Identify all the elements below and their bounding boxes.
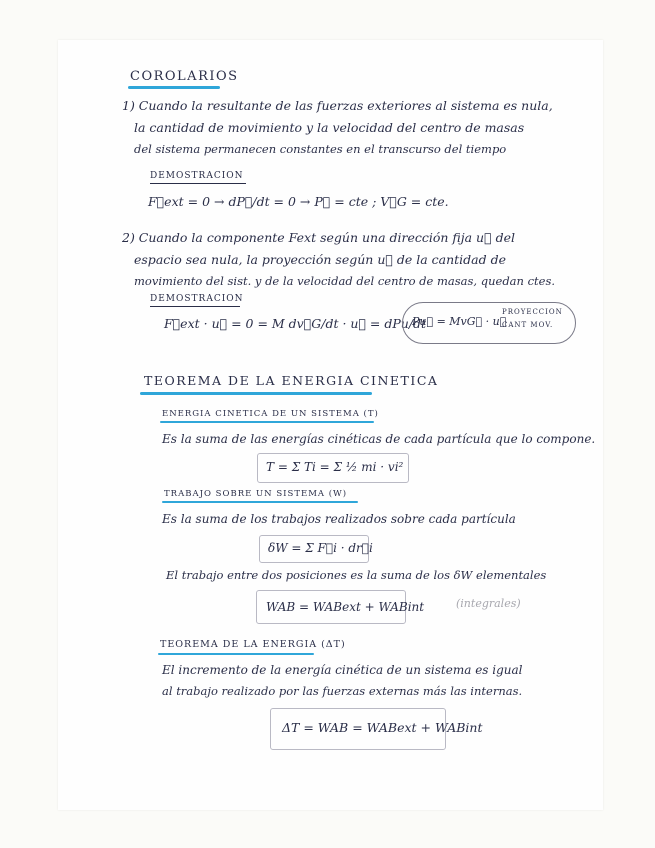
energy-theorem-line-2: al trabajo realizado por las fuerzas externas más las internas. [162, 684, 523, 698]
kinetic-energy-text: Es la suma de las energías cinéticas de cada partícula que lo compone. [162, 432, 596, 446]
demo-2-underline [150, 306, 240, 307]
corolario-2-line-3: movimiento del sist. y de la velocidad del centro de masas, quedan ctes. [134, 274, 556, 288]
teorema-underline [140, 392, 372, 395]
demo-1-label: DEMOSTRACION [150, 171, 244, 181]
work-text-2: El trabajo entre dos posiciones es la suma de los δW elementales [166, 568, 547, 582]
corolario-1-line-2: la cantidad de movimiento y la velocidad del centro de masas [134, 120, 525, 135]
kinetic-energy-heading: ENERGIA CINETICA DE UN SISTEMA (T) [162, 409, 379, 419]
section-title-corolarios: COROLARIOS [130, 69, 239, 84]
projection-equation: Pu⃗ = MvG⃗ · u⃗ [412, 315, 507, 328]
projection-note-2: CANT MOV. [502, 321, 554, 329]
corolario-2-line-1: 2) Cuando la componente Fext según una dirección fija u⃗ del [122, 230, 515, 245]
demo-1-equation: F⃗ext = 0 → dP⃗/dt = 0 → P⃗ = cte ; V⃗G = cte. [148, 194, 449, 209]
section-title-teorema: TEOREMA DE LA ENERGIA CINETICA [144, 373, 439, 388]
corolario-2-line-2: espacio sea nula, la proyección según u⃗ de la cantidad de [134, 252, 506, 267]
energy-theorem-underline [158, 653, 314, 655]
energy-theorem-heading: TEOREMA DE LA ENERGIA (ΔT) [160, 639, 346, 650]
work-underline [162, 501, 358, 503]
title-underline [128, 86, 220, 89]
work-formula: δW = Σ F⃗i · dr⃗i [268, 541, 373, 555]
projection-note-1: PROYECCION [502, 308, 563, 316]
kinetic-energy-formula: T = Σ Ti = Σ ½ mi · vi² [266, 460, 404, 474]
energy-theorem-formula: ΔT = WAB = WABext + WABint [282, 720, 483, 735]
demo-2-label: DEMOSTRACION [150, 294, 244, 304]
work-heading: TRABAJO SOBRE UN SISTEMA (W) [164, 489, 348, 499]
work-text: Es la suma de los trabajos realizados sobre cada partícula [162, 512, 516, 526]
demo-2-equation: F⃗ext · u⃗ = 0 = M dv⃗G/dt · u⃗ = dPu/dt [164, 316, 427, 331]
demo-1-underline [150, 183, 246, 184]
wab-formula: WAB = WABext + WABint [266, 600, 425, 614]
pencil-note-integrales: (integrales) [456, 597, 521, 610]
energy-theorem-line-1: El incremento de la energía cinética de un sistema es igual [162, 663, 523, 677]
corolario-1-line-1: 1) Cuando la resultante de las fuerzas exteriores al sistema es nula, [122, 98, 553, 113]
corolario-1-line-3: del sistema permanecen constantes en el transcurso del tiempo [134, 142, 507, 156]
kinetic-energy-underline [160, 421, 374, 423]
